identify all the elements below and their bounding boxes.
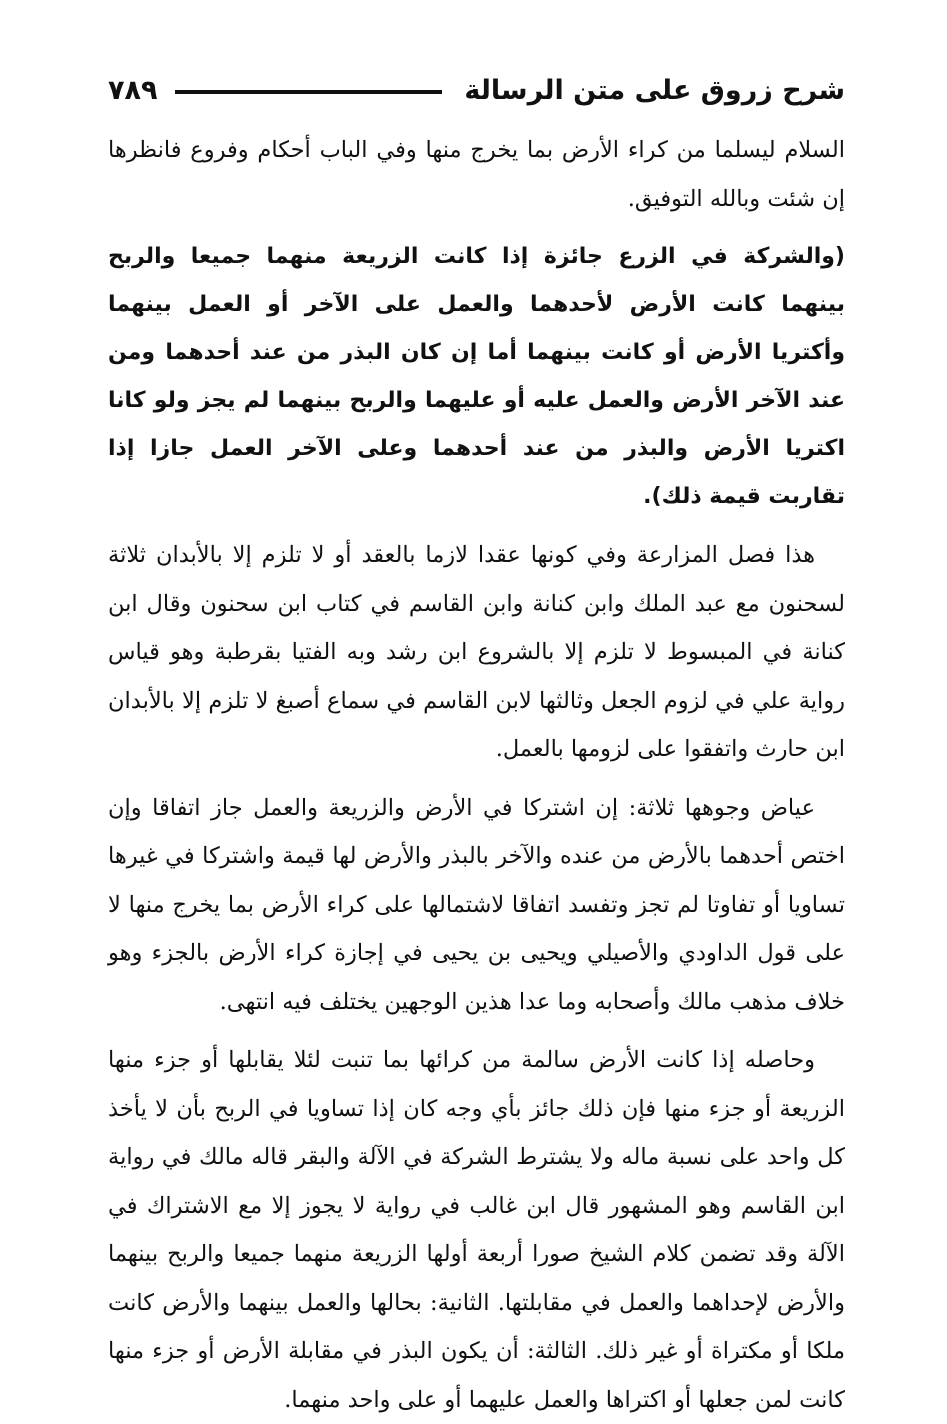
running-header (108, 62, 845, 118)
matn-text-paragraph: (والشركة في الزرع جائزة إذا كانت الزريعة منهما جميعا والربح بينهما كانت الأرض لأحدهما والعمل على الآخر أو العمل بينهما وأكتريا الأرض أو كانت بينهما أما إن كان البذر من عند أحدهما ومن عند الآخر الأرض والعمل عليه أو عليهما والربح بينهما لم يجز ولو كانا اكتريا الأرض والبذر من عند أحدهما وعلى الآخر العمل جازا إذا تقاربت قيمة ذلك). (108, 244, 845, 509)
paragraph-gap (108, 1026, 845, 1036)
paragraph-gap (108, 521, 845, 531)
commentary-paragraph: وحاصله إذا كانت الأرض سالمة من كرائها بما تنبت لئلا يقابلها أو جزء منها الزريعة أو جزء منها فإن ذلك جائز بأي وجه كان إذا تساويا في الربح بأن لا يأخذ كل واحد على نسبة ماله ولا يشترط الشركة في الآلة والبقر قاله مالك في رواية ابن القاسم وهو المشهور قال ابن غالب في رواية لا يجوز إلا مع الاشتراك في الآلة وقد تضمن كلام الشيخ صورا أربعة أولها الزريعة منهما جميعا والربح بينهما والأرض لإحداهما والعمل في مقابلتها. الثانية: بحالها والعمل بينهما والأرض كانت ملكا أو مكتراة أو غير ذلك. الثالثة: أن يكون البذر في مقابلة الأرض أو جزء منها كانت لمن جعلها أو اكتراها والعمل عليهما أو على واحد منهما. (108, 1047, 845, 1413)
page-body (108, 126, 845, 1424)
page-number: ٧٨٩ (108, 74, 158, 106)
header-rule (175, 90, 442, 94)
commentary-paragraph: هذا فصل المزارعة وفي كونها عقدا لازما بالعقد أو لا تلزم إلا بالأبدان ثلاثة لسحنون مع عبد الملك وابن كنانة وابن القاسم في كتاب ابن سحنون وقال ابن كنانة في المبسوط لا تلزم إلا بالشروع ابن رشد وبه الفتيا بقرطبة وهو قياس رواية علي في لزوم الجعل وثالثها لابن القاسم في سماع أصبغ لا تلزم إلا بالأبدان ابن حارث واتفقوا على لزومها بالعمل. (108, 542, 845, 762)
paragraph-gap (108, 774, 845, 784)
commentary-paragraph: عياض وجوهها ثلاثة: إن اشتركا في الأرض والزريعة والعمل جاز اتفاقا وإن اختص أحدهما بالأرض من عنده والآخر بالبذر والأرض لها قيمة واشتركا في غيرها تساويا أو تفاوتا لم تجز وتفسد اتفاقا لاشتمالها على كراء الأرض بما يخرج منها لا على قول الداودي والأصيلي ويحيى بن يحيى في إجازة كراء الأرض بالجزء وهو خلاف مذهب مالك وأصحابه وما عدا هذين الوجهين يختلف فيه انتهى. (108, 794, 845, 1015)
paragraph-gap (108, 223, 845, 233)
book-title: شرح زروق على متن الرسالة (464, 74, 845, 106)
paragraph-continuation: السلام ليسلما من كراء الأرض بما يخرج منها وفي الباب أحكام وفروع فانظرها إن شئت وبالله التوفيق. (108, 137, 845, 212)
